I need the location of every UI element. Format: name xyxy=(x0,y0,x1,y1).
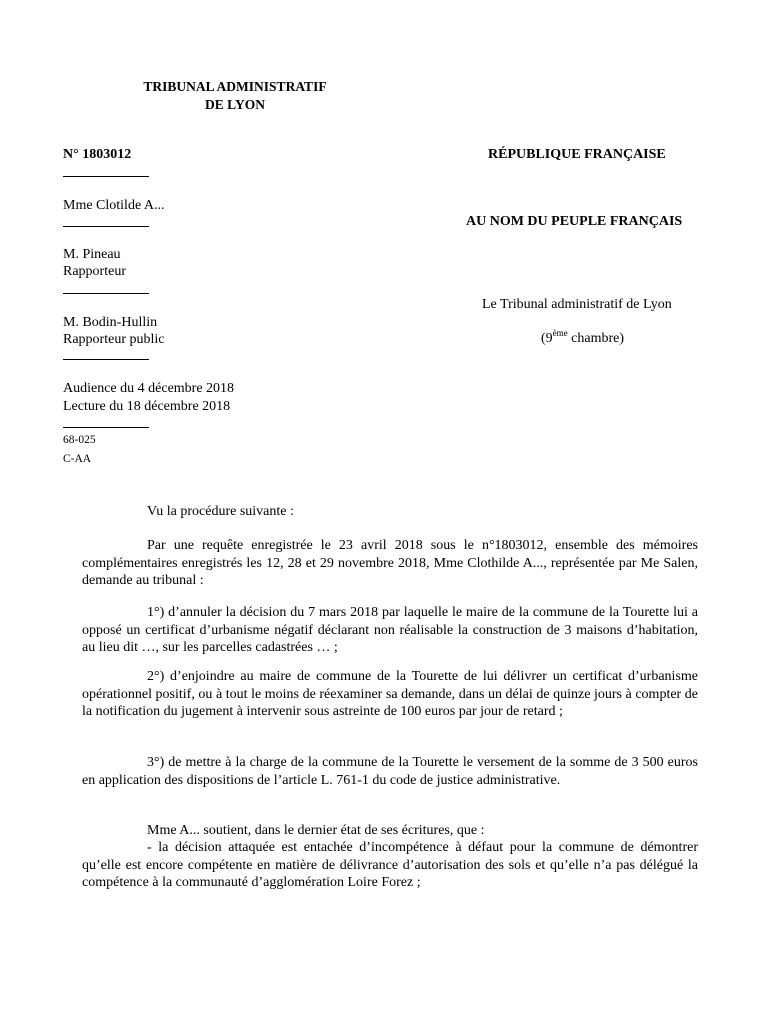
case-number: N° 1803012 xyxy=(63,147,132,162)
party-name: Mme Clotilde A... xyxy=(63,198,165,213)
classification-code: 68-025 xyxy=(63,434,96,446)
chamber-superscript: ème xyxy=(552,328,568,338)
hearing-date: Audience du 4 décembre 2018 xyxy=(63,381,235,396)
divider xyxy=(63,427,149,428)
divider xyxy=(63,176,149,177)
paragraph-claim-2: 2°) d’enjoindre au maire de commune de la Tourette de lui délivrer un certificat d’urbanisme opérationnel positif, ou à tout le moins de réexaminer sa demande, dans un délai de quinze jours à compter de la notification du jugement à intervenir sous astreinte de 100 euros par jour de retard ; xyxy=(82,669,698,719)
procedure-heading: Vu la procédure suivante : xyxy=(147,504,294,519)
paragraph-claim-1: 1°) d’annuler la décision du 7 mars 2018 par laquelle le maire de la commune de la Tourette lui a opposé un certificat d’urbanisme négatif déclarant non réalisable la construction de 3 maisons d’habitation, au lieu dit …, sur les parcelles cadastrées … ; xyxy=(82,605,698,655)
paragraph-claim-3: 3°) de mettre à la charge de la commune de la Tourette le versement de la somme de 3 500 euros en application des dispositions de l’article L. 761-1 du code de justice administrative. xyxy=(82,755,698,788)
reading-date: Lecture du 18 décembre 2018 xyxy=(63,399,231,414)
tribunal-name: Le Tribunal administratif de Lyon xyxy=(482,297,672,312)
republic-heading: RÉPUBLIQUE FRANÇAISE xyxy=(488,147,666,162)
chamber-suffix: chambre) xyxy=(567,331,625,346)
public-rapporteur-name: M. Bodin-Hullin xyxy=(63,315,158,330)
public-rapporteur-role: Rapporteur public xyxy=(63,332,165,347)
divider xyxy=(63,293,149,294)
court-name-line2: DE LYON xyxy=(205,97,265,112)
rapporteur-name: M. Pineau xyxy=(63,247,121,262)
chamber-prefix: (9 xyxy=(541,331,553,346)
classification-code: C-AA xyxy=(63,453,92,465)
paragraph-request: Par une requête enregistrée le 23 avril 2018 sous le n°1803012, ensemble des mémoires complémentaires enregistrés les 12, 28 et 29 novembre 2018, Mme Clothilde A..., représentée par Me Salen, demande au tribunal : xyxy=(82,538,698,588)
divider xyxy=(63,226,149,227)
paragraph-arguments-intro: Mme A... soutient, dans le dernier état de ses écritures, que : xyxy=(147,823,485,838)
court-heading xyxy=(128,78,342,114)
chamber xyxy=(541,330,624,347)
rapporteur-role: Rapporteur xyxy=(63,264,126,279)
paragraph-argument-1: - la décision attaquée est entachée d’incompétence à défaut pour la commune de démontrer qu’elle est encore compétente en matière de délivrance d’autorisation des sols et qu’elle n’a pas délégué la compétence à la communauté d’agglomération Loire Forez ; xyxy=(82,840,698,890)
divider xyxy=(63,359,149,360)
people-heading: AU NOM DU PEUPLE FRANÇAIS xyxy=(466,214,683,229)
court-name-line1: TRIBUNAL ADMINISTRATIF xyxy=(143,79,327,94)
